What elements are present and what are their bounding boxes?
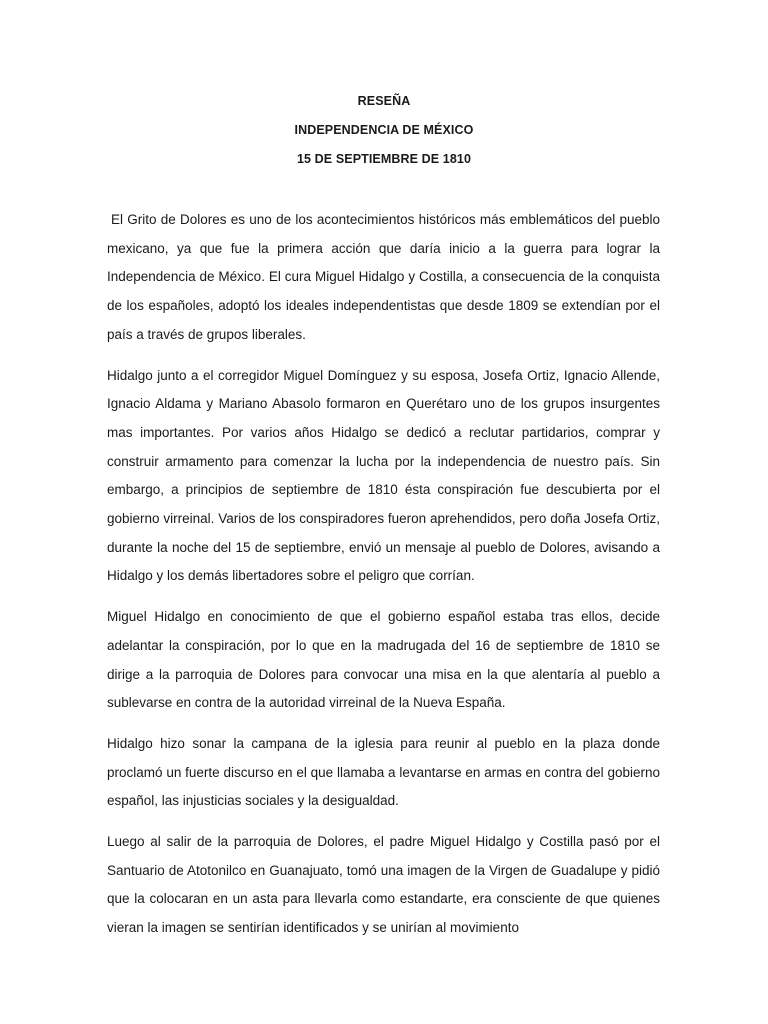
document-header: [0, 93, 768, 180]
paragraph-5: Luego al salir de la parroquia de Dolores, el padre Miguel Hidalgo y Costilla pasó por el Santuario de Atotonilco en Guanajuato, tomó una imagen de la Virgen de Guadalupe y pidió que la colocaran en un asta para llevarla como estandarte, era consciente de que quienes vieran la imagen se sentirían identificados y se unirían al movimiento: [107, 834, 660, 936]
paragraph-1: El Grito de Dolores es uno de los acontecimientos históricos más emblemáticos del pueblo mexicano, ya que fue la primera acción que daría inicio a la guerra para lograr la Independencia de México. El cura Miguel Hidalgo y Costilla, a consecuencia de la conquista de los españoles, adoptó los ideales independentistas que desde 1809 se extendían por el país a través de grupos liberales.: [107, 212, 660, 342]
paragraph-4: Hidalgo hizo sonar la campana de la iglesia para reunir al pueblo en la plaza donde proclamó un fuerte discurso en el que llamaba a levantarse en armas en contra del gobierno español, las injusticias sociales y la desigualdad.: [107, 735, 660, 809]
document-date: 15 DE SEPTIEMBRE DE 1810: [297, 152, 471, 166]
document-subtitle: INDEPENDENCIA DE MÉXICO: [294, 123, 474, 137]
document-title: RESEÑA: [357, 94, 411, 108]
document-body: [107, 206, 660, 943]
paragraph-3: Miguel Hidalgo en conocimiento de que el gobierno español estaba tras ellos, decide adelantar la conspiración, por lo que en la madrugada del 16 de septiembre de 1810 se dirige a la parroquia de Dolores para convocar una misa en la que alentaría al pueblo a sublevarse en contra de la autoridad virreinal de la Nueva España.: [107, 609, 660, 711]
paragraph-2: Hidalgo junto a el corregidor Miguel Domínguez y su esposa, Josefa Ortiz, Ignacio Allende, Ignacio Aldama y Mariano Abasolo formaron en Querétaro uno de los grupos insurgentes mas importantes. Por varios años Hidalgo se dedicó a reclutar partidarios, comprar y construir armamento para comenzar la lucha por la independencia de nuestro país. Sin embargo, a principios de septiembre de 1810 ésta conspiración fue descubierta por el gobierno virreinal. Varios de los conspiradores fueron aprehendidos, pero doña Josefa Ortiz, durante la noche del 15 de septiembre, envió un mensaje al pueblo de Dolores, avisando a Hidalgo y los demás libertadores sobre el peligro que corrían.: [107, 367, 660, 584]
